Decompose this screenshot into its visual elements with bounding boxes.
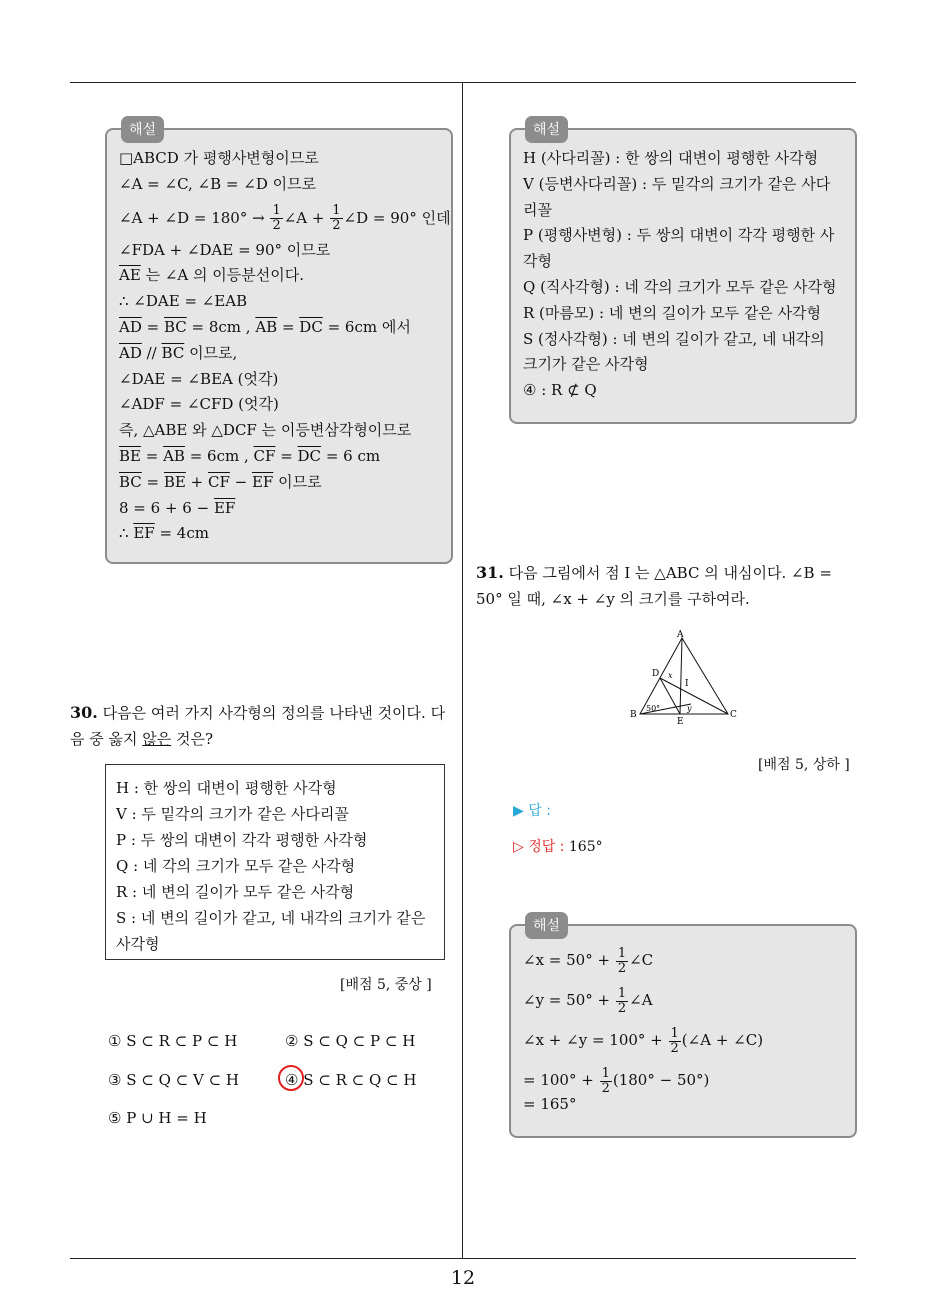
top-rule: [70, 82, 856, 83]
question-number: 30.: [70, 703, 98, 722]
solution-line: ④ : R ⊄ Q: [523, 381, 597, 400]
definition-line: R : 네 변의 길이가 모두 같은 사각형: [116, 883, 355, 901]
solution-line: ∠A = ∠C, ∠B = ∠D 이므로: [119, 174, 317, 193]
solution-line: ∴ ∠DAE = ∠EAB: [119, 292, 248, 311]
definition-line: Q : 네 각의 크기가 모두 같은 사각형: [116, 857, 356, 875]
label-angle-B: 50°: [646, 704, 661, 713]
label-D: D: [652, 669, 660, 679]
choice-1[interactable]: ① S ⊂ R ⊂ P ⊂ H: [108, 1032, 238, 1050]
definition-box: [105, 764, 445, 960]
correct-answer: ▷ 정답 : 165°: [513, 839, 603, 855]
solution-line: ∴ $\overline{EF} = 4cm$: [119, 524, 209, 543]
label-y: y: [687, 704, 692, 713]
solution-box-right-top: [509, 122, 857, 424]
score-label: [배점 5, 상하 ]: [758, 757, 850, 773]
solution-line: 즉, △ABE 와 △DCF 는 이등변삼각형이므로: [119, 421, 412, 440]
definition-line: V : 두 밑각의 크기가 같은 사다리꼴: [116, 805, 349, 823]
solution-line: $\overline{AE}$ 는 ∠A 의 이등분선이다.: [119, 266, 304, 285]
solution-box-left: [105, 122, 453, 564]
label-B: B: [630, 710, 637, 720]
page-number: 12: [450, 1267, 476, 1289]
question-30: [70, 700, 454, 752]
solution-line: S (정사각형) : 네 변의 길이가 같고, 네 내각의 크기가 같은 사각형: [523, 329, 825, 374]
score-label: [배점 5, 중상 ]: [340, 977, 432, 993]
solution-line: ∠A + ∠D = 180° → $\frac{1}{2}$ ∠A + $\frac{1}{2}$ ∠D = 90° 인데: [119, 203, 451, 234]
solution-line: = 165°: [523, 1095, 577, 1113]
solution-line: □ABCD 가 평행사변형이므로: [119, 149, 319, 167]
solution-line: H (사다리꼴) : 한 쌍의 대변이 평행한 사각형: [523, 149, 819, 167]
choice-3[interactable]: ③ S ⊂ Q ⊂ V ⊂ H: [108, 1071, 240, 1089]
solution-line: = 100° + $\frac{1}{2}$ (180° − 50°): [523, 1065, 710, 1096]
label-C: C: [730, 710, 737, 720]
question-text: 다음 그림에서 점 I 는 △ABC 의 내심이다. ∠B = 50° 일 때, ∠x + ∠y 의 크기를 구하여라.: [476, 564, 832, 608]
label-x: x: [668, 671, 673, 680]
definition-line: H : 한 쌍의 대변이 평행한 사각형: [116, 779, 337, 797]
solution-line: ∠FDA + ∠DAE = 90° 이므로: [119, 240, 331, 259]
solution-box-right-bottom: [509, 918, 857, 1138]
solution-tag: 해설: [525, 912, 568, 939]
solution-line: ∠ADF = ∠CFD (엇각): [119, 395, 279, 414]
solution-tag: 해설: [525, 116, 568, 143]
choice-5[interactable]: ⑤ P ∪ H = H: [108, 1109, 207, 1127]
column-divider: [462, 83, 463, 1258]
solution-line: R (마름모) : 네 변의 길이가 모두 같은 사각형: [523, 303, 822, 322]
solution-line: ∠x = 50° + $\frac{1}{2}$ ∠C: [523, 945, 654, 976]
solution-line: Q (직사각형) : 네 각의 크기가 모두 같은 사각형: [523, 277, 837, 296]
solution-line: $\overline{BC} = \overline{BE} + \overline{CF} - \overline{EF}$ 이므로: [119, 472, 322, 491]
solution-line: $\overline{AD} // \overline{BC}$ 이므로,: [119, 343, 238, 362]
bottom-rule: [70, 1258, 856, 1259]
solution-line: $\overline{AD} = \overline{BC} = 8cm$ , $\overline{AB} = \overline{DC} = 6cm$ 에서: [119, 317, 411, 336]
label-I: I: [685, 679, 689, 689]
answer-circle-mark: [278, 1065, 304, 1091]
solution-line: $\overline{BE} = \overline{AB} = 6cm$ , $\overline{CF} = \overline{DC} = 6$ cm: [119, 446, 381, 465]
solution-line: V (등변사다리꼴) : 두 밑각의 크기가 같은 사다리꼴: [523, 174, 831, 219]
solution-tag: 해설: [121, 116, 164, 143]
label-A: A: [677, 630, 684, 640]
solution-line: ∠y = 50° + $\frac{1}{2}$ ∠A: [523, 985, 653, 1016]
question-number: 31.: [476, 563, 504, 582]
definition-line: S : 네 변의 길이가 같고, 네 내각의 크기가 같은 사각형: [116, 909, 426, 953]
definition-line: P : 두 쌍의 대변이 각각 평행한 사각형: [116, 831, 368, 849]
solution-line: $8 = 6 + 6 - \overline{EF}$: [119, 498, 236, 517]
question-text: 다음은 여러 가지 사각형의 정의를 나타낸 것이다. 다음 중 옳지 않은 것은?: [70, 704, 446, 748]
triangle-figure: [620, 626, 750, 728]
solution-line: P (평행사변형) : 두 쌍의 대변이 각각 평행한 사각형: [523, 226, 835, 271]
solution-line: ∠DAE = ∠BEA (엇각): [119, 369, 279, 388]
solution-line: ∠x + ∠y = 100° + $\frac{1}{2}$ (∠A + ∠C): [523, 1025, 764, 1056]
answer-label: ▶ 답 :: [513, 803, 551, 819]
choice-2[interactable]: ② S ⊂ Q ⊂ P ⊂ H: [285, 1032, 416, 1050]
choice-4[interactable]: ④ S ⊂ R ⊂ Q ⊂ H: [285, 1071, 417, 1089]
question-31: [476, 560, 860, 612]
label-E: E: [677, 717, 684, 727]
